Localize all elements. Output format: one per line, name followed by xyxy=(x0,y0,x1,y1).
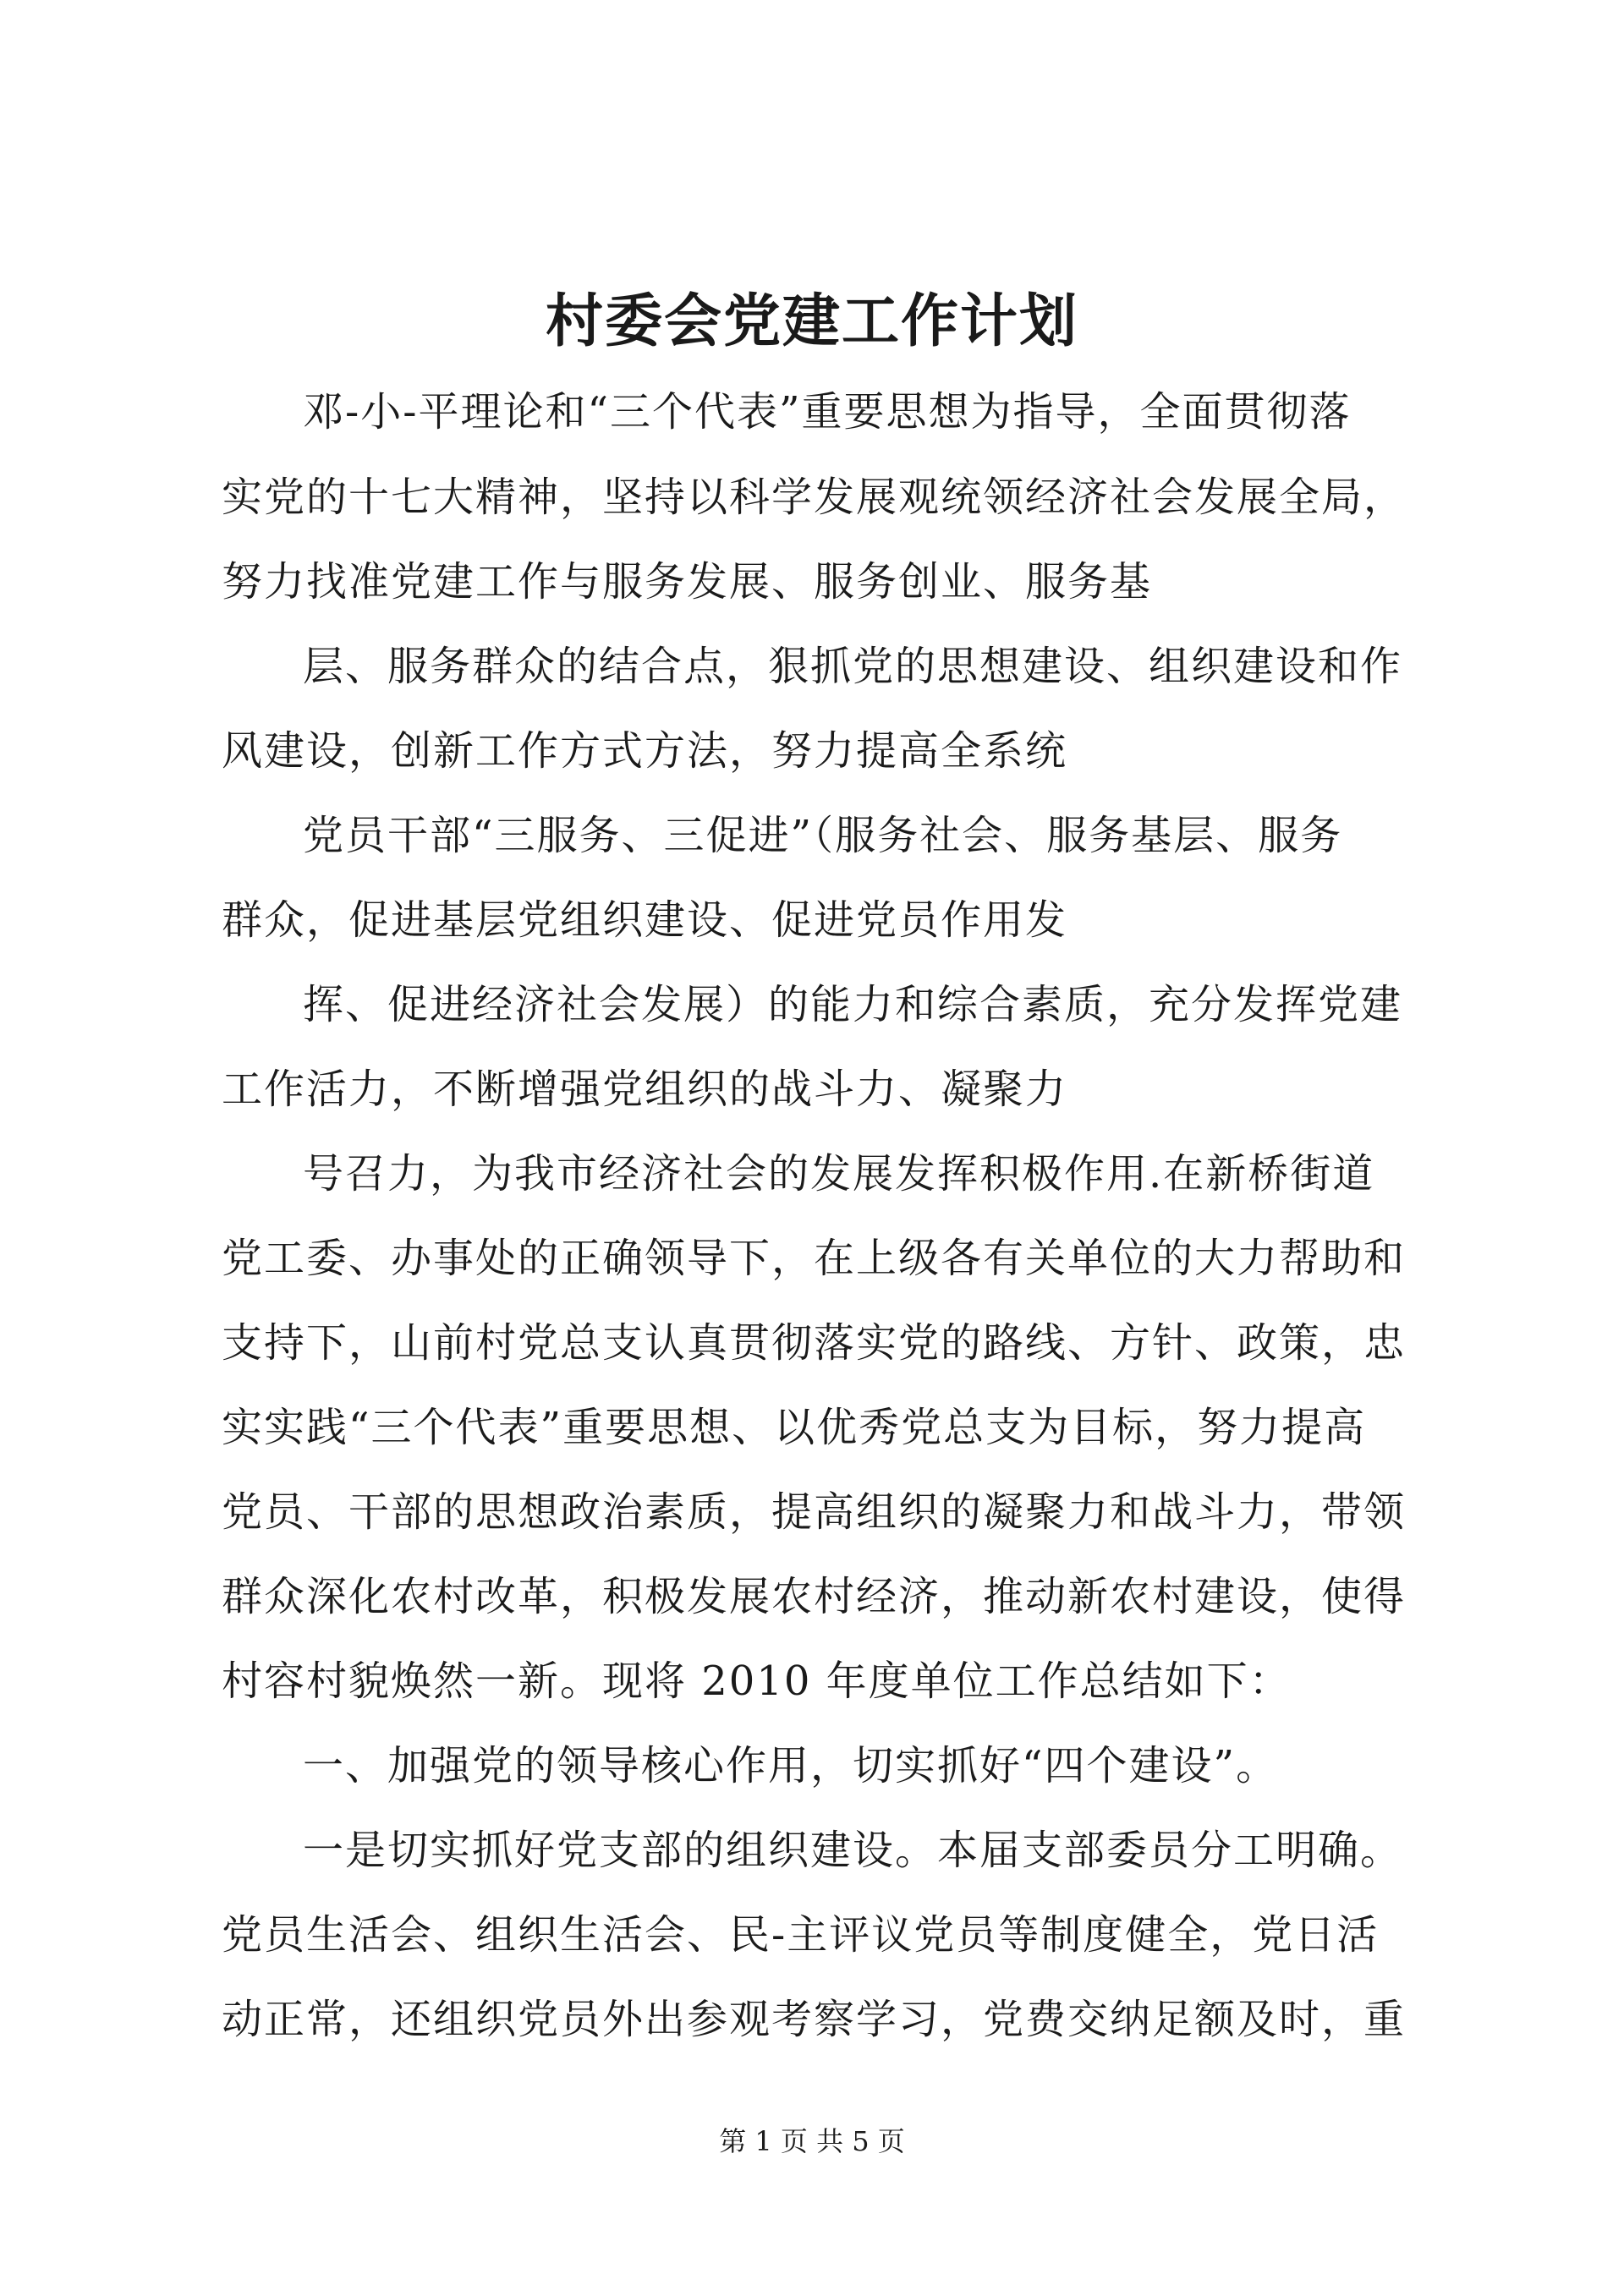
paragraph-line-3: 努力找准党建工作与服务发展、服务创业、服务基 xyxy=(222,558,1153,606)
paragraph-line-10: 号召力，为我市经济社会的发展发挥积极作用.在新桥街道 xyxy=(303,1150,1375,1197)
paragraph-line-12: 支持下，山前村党总支认真贯彻落实党的路线、方针、政策，忠 xyxy=(222,1319,1407,1367)
paragraph-line-1: 邓-小-平理论和“三个代表”重要思想为指导，全面贯彻落 xyxy=(303,388,1352,436)
paragraph-line-8: 挥、促进经济社会发展）的能力和综合素质，充分发挥党建 xyxy=(303,981,1403,1028)
paragraph-line-7: 群众，促进基层党组织建设、促进党员作用发 xyxy=(222,896,1068,944)
paragraph-line-19: 党员生活会、组织生活会、民-主评议党员等制度健全，党日活 xyxy=(222,1911,1380,1959)
page-number: 第 1 页 共 5 页 xyxy=(719,2125,905,2157)
paragraph-line-5: 风建设，创新工作方式方法，努力提高全系统 xyxy=(222,727,1068,775)
paragraph-line-20: 动正常，还组织党员外出参观考察学习，党费交纳足额及时，重 xyxy=(222,1996,1407,2043)
paragraph-line-15: 群众深化农村改革，积极发展农村经济，推动新农村建设，使得 xyxy=(222,1573,1407,1620)
paragraph-line-9: 工作活力，不断增强党组织的战斗力、凝聚力 xyxy=(222,1066,1068,1113)
paragraph-line-2: 实党的十七大精神，坚持以科学发展观统领经济社会发展全局， xyxy=(222,474,1407,521)
paragraph-line-11: 党工委、办事处的正确领导下，在上级各有关单位的大力帮助和 xyxy=(222,1235,1407,1282)
paragraph-line-4: 层、服务群众的结合点，狠抓党的思想建设、组织建设和作 xyxy=(303,643,1403,690)
section-heading: 一、加强党的领导核心作用，切实抓好“四个建设”。 xyxy=(303,1742,1279,1789)
paragraph-line-6: 党员干部“三服务、三促进”（服务社会、服务基层、服务 xyxy=(303,812,1343,859)
page-footer xyxy=(0,2123,1624,2160)
paragraph-line-13: 实实践“三个代表”重要思想、以优秀党总支为目标，努力提高 xyxy=(222,1404,1367,1451)
paragraph-line-16: 村容村貌焕然一新。现将 2010 年度单位工作总结如下： xyxy=(222,1658,1292,1705)
paragraph-line-18: 一是切实抓好党支部的组织建设。本届支部委员分工明确。 xyxy=(303,1827,1403,1874)
paragraph-line-14: 党员、干部的思想政治素质，提高组织的凝聚力和战斗力，带领 xyxy=(222,1488,1407,1536)
document-title: 村委会党建工作计划 xyxy=(545,288,1078,355)
